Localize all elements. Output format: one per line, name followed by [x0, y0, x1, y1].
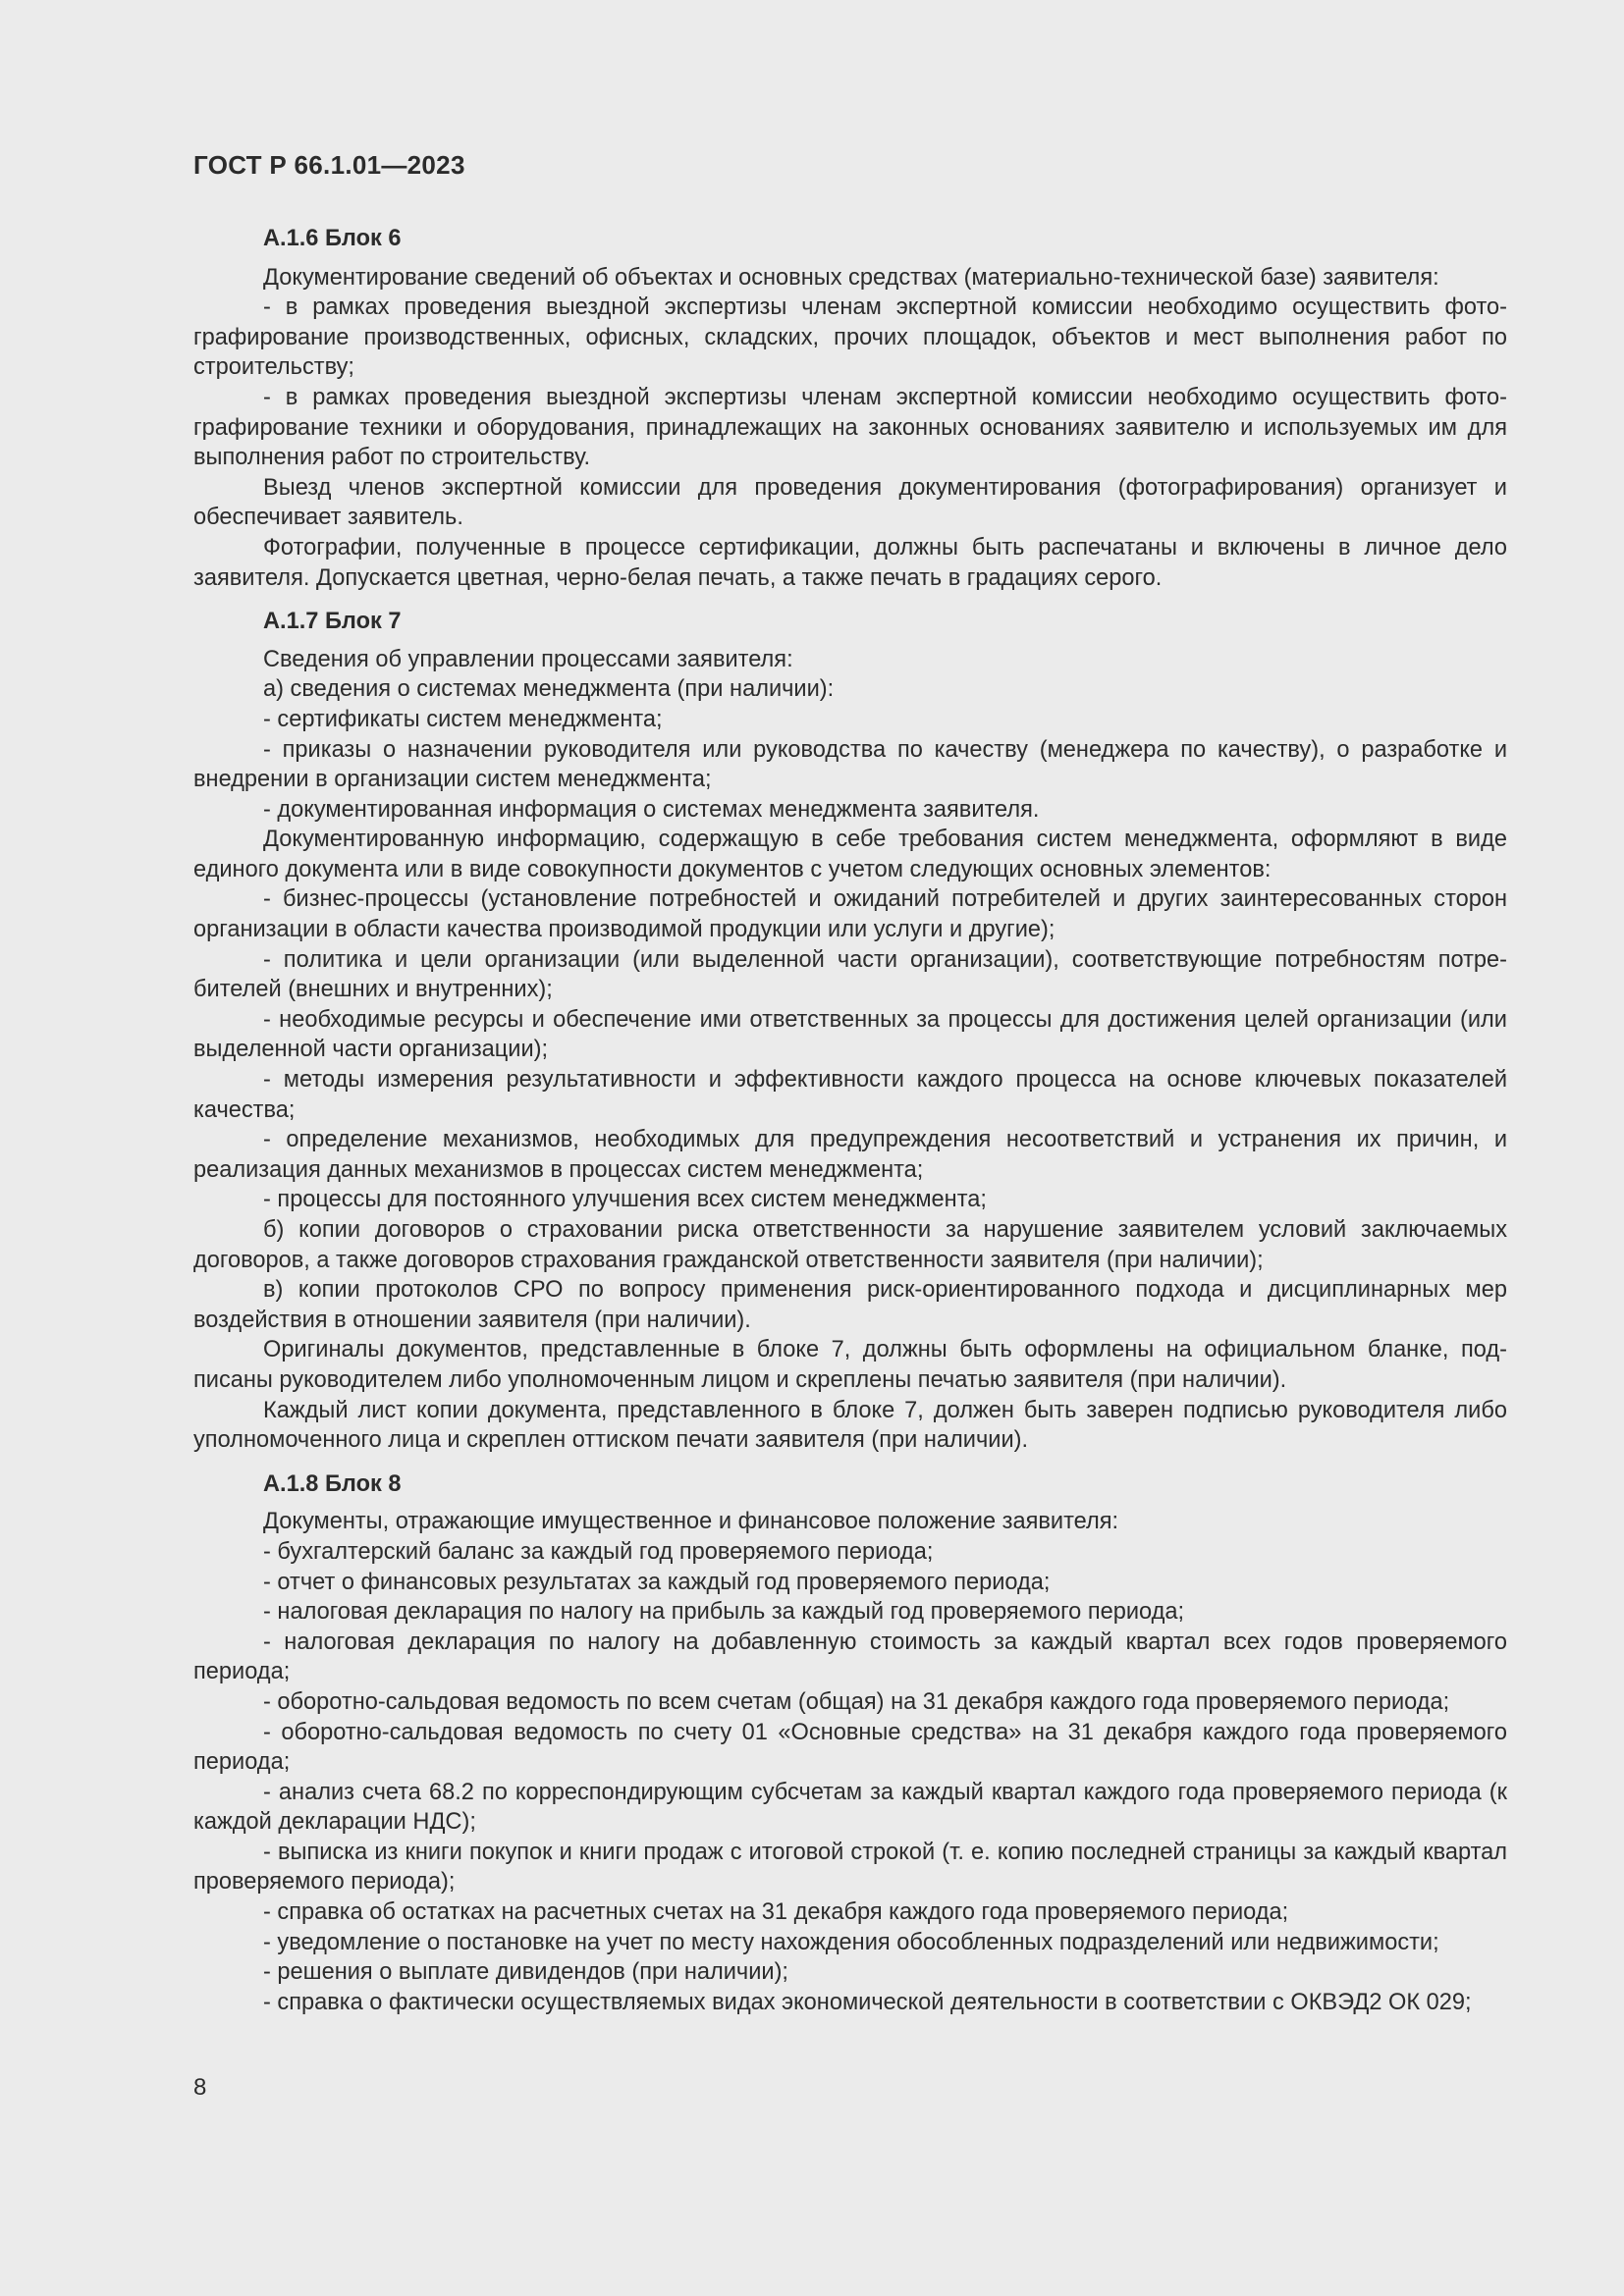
- paragraph: - справка об остатках на расчетных счетах на 31 декабря каждого года проверяемого периода;: [263, 1899, 1289, 1926]
- paragraph: - сертификаты систем менеджмента;: [263, 706, 663, 732]
- paragraph: - уведомление о постановке на учет по месту нахождения обособленных подразделений или недвижимости;: [263, 1929, 1439, 1955]
- section-heading-a17: А.1.7 Блок 7: [263, 609, 402, 635]
- section-heading-a18: А.1.8 Блок 8: [263, 1470, 402, 1497]
- paragraph: - оборотно-сальдовая ведомость по всем счетам (общая) на 31 декабря каждого года проверяемого периода;: [263, 1688, 1450, 1715]
- paragraph: Каждый лист копии документа, представленного в блоке 7, должен быть заверен подписью руководителя либо уполномоченного лица и скреплен оттиском печати заявителя (при наличии).: [193, 1397, 1507, 1454]
- paragraph: б) копии договоров о страховании риска ответственности за нарушение заявителем условий заключаемых договоров, а также договоров страхования гражданской ответственности заявителя (при наличии);: [193, 1217, 1507, 1273]
- paragraph: - приказы о назначении руководителя или руководства по качеству (менеджера по качеству), о разработке и внедрении в организации систем менеджмента;: [193, 736, 1507, 793]
- paragraph: Выезд членов экспертной комиссии для проведения документирования (фотографирования) организует и обеспечивает заявитель.: [193, 474, 1507, 531]
- paragraph: - необходимые ресурсы и обеспечение ими ответственных за процессы для достижения целей организации (или выделенной части организации);: [193, 1006, 1507, 1063]
- paragraph: - налоговая декларация по налогу на добавленную стоимость за каждый квартал всех годов проверяемого периода;: [193, 1629, 1507, 1685]
- document-header: ГОСТ Р 66.1.01—2023: [193, 150, 465, 180]
- paragraph: Фотографии, полученные в процессе сертификации, должны быть распечатаны и включены в личное дело заявителя. Допускается цветная, черно-белая печать, а также печать в градациях серого.: [193, 534, 1507, 591]
- paragraph: - методы измерения результативности и эффективности каждого процесса на основе ключевых показателей качества;: [193, 1067, 1507, 1123]
- paragraph: Сведения об управлении процессами заявителя:: [263, 646, 793, 672]
- paragraph: Оригиналы документов, представленные в блоке 7, должны быть оформлены на официальном бланке, подписаны руководителем либо уполномоченным лицом и скреплены печатью заявителя (при наличии).: [193, 1337, 1507, 1393]
- paragraph: - бизнес-процессы (установление потребностей и ожиданий потребителей и других заинтересованных сторон организации в области качества производимой продукции или услуги и другие);: [193, 886, 1507, 943]
- paragraph: - анализ счета 68.2 по корреспондирующим субсчетам за каждый квартал каждого года проверяемого периода (к каждой декларации НДС);: [193, 1779, 1507, 1836]
- paragraph: - определение механизмов, необходимых для предупреждения несоответствий и устранения их причин, и реализация данных механизмов в процессах систем менеджмента;: [193, 1127, 1507, 1183]
- paragraph: - процессы для постоянного улучшения всех систем менеджмента;: [263, 1187, 987, 1213]
- document-body: [193, 224, 1507, 2017]
- paragraph: - оборотно-сальдовая ведомость по счету 01 «Основные средства» на 31 декабря каждого года проверяемого периода;: [193, 1719, 1507, 1776]
- paragraph: Документирование сведений об объектах и основных средствах (материально-технической базе) заявителя:: [263, 264, 1439, 291]
- paragraph: Документы, отражающие имущественное и финансовое положение заявителя:: [263, 1509, 1119, 1535]
- paragraph: - в рамках проведения выездной экспертизы членам экспертной комиссии необходимо осуществить фотографирование производственных, офисных, складских, прочих площадок, объектов и мест выполнения работ по строительству;: [193, 294, 1507, 381]
- paragraph: - документированная информация о системах менеджмента заявителя.: [263, 796, 1040, 823]
- paragraph: - отчет о финансовых результатах за каждый год проверяемого периода;: [263, 1569, 1051, 1595]
- paragraph: - выписка из книги покупок и книги продаж с итоговой строкой (т. е. копию последней страницы за каждый квартал проверяемого периода);: [193, 1839, 1507, 1896]
- paragraph: Документированную информацию, содержащую в себе требования систем менеджмента, оформляют в виде единого документа или в виде совокупности документов с учетом следующих основных элементов:: [193, 827, 1507, 882]
- paragraph: а) сведения о системах менеджмента (при наличии):: [263, 676, 835, 703]
- paragraph: - политика и цели организации (или выделенной части организации), соответствующие потребностям потребителей (внешних и внутренних);: [193, 946, 1507, 1003]
- paragraph: - решения о выплате дивидендов (при наличии);: [263, 1959, 788, 1986]
- paragraph: - налоговая декларация по налогу на прибыль за каждый год проверяемого периода;: [263, 1599, 1185, 1626]
- section-heading-a16: А.1.6 Блок 6: [263, 226, 402, 251]
- page-number: 8: [193, 2074, 207, 2101]
- paragraph: - справка о фактически осуществляемых видах экономической деятельности в соответствии с ОКВЭД2 ОК 029;: [263, 1989, 1472, 2015]
- paragraph: в) копии протоколов СРО по вопросу применения риск-ориентированного подхода и дисциплинарных мер воздействия в отношении заявителя (при наличии).: [193, 1277, 1507, 1333]
- paragraph: - в рамках проведения выездной экспертизы членам экспертной комиссии необходимо осуществить фотографирование техники и оборудования, принадлежащих на законных основаниях заявителю и используемых им для выполнения работ по строительству.: [193, 384, 1507, 471]
- paragraph: - бухгалтерский баланс за каждый год проверяемого периода;: [263, 1538, 934, 1565]
